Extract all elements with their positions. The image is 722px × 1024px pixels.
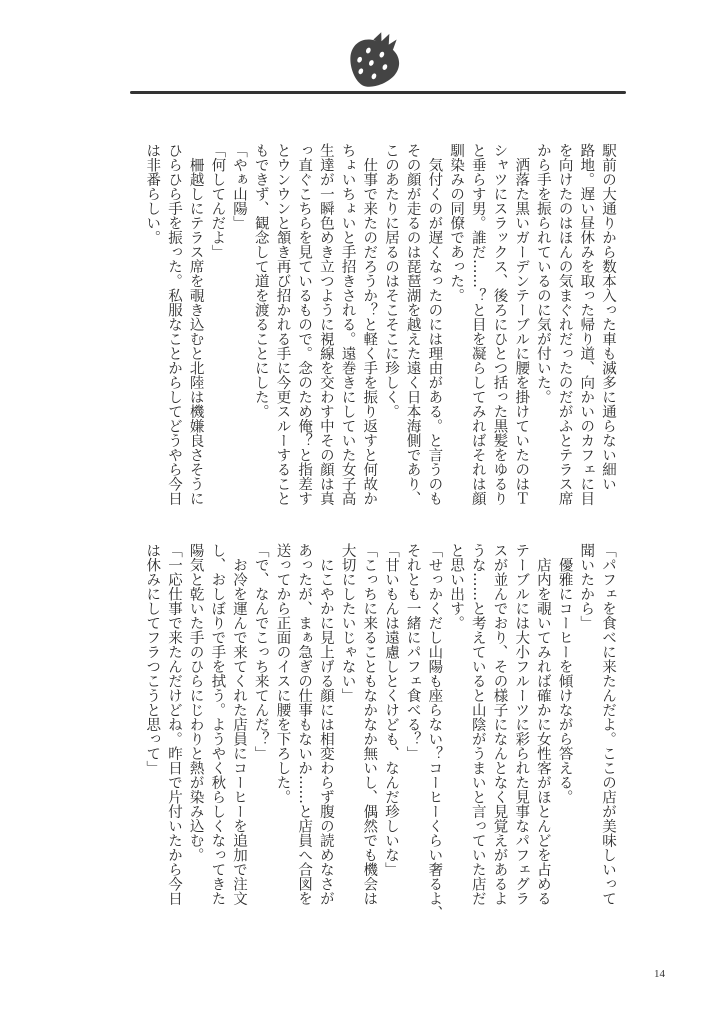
text-column: とウンウンと頷き再び招かれる手に今更スルーすること (274, 143, 291, 506)
text-column: 「甘いもんは遠慮しとくけども、なんだ珍しいな」 (382, 543, 399, 877)
text-column: テーブルには大小フルーツに彩られた見事なパフェグラ (513, 543, 530, 906)
text-column: シャツにスラックス、後ろにひとつ括った黒髪をゆるり (491, 143, 508, 506)
text-block-lower (141, 543, 618, 923)
text-column: 洒落た黒いガーデンテーブルに腰を掛けていたのはＴ (513, 143, 530, 506)
text-column: 「やぁ山陽」 (231, 143, 248, 230)
text-column: と垂らす男。誰だ……？と目を凝らしてみればそれは顔 (469, 143, 486, 506)
text-column: っ直ぐこちらを見ているもので。念のため俺？と指差す (296, 143, 313, 506)
text-column: は休みにしてフラつこうと思って」 (144, 543, 161, 775)
text-column: 路地。遅い昼休みを取った帰り道、向かいのカフェに目 (578, 143, 595, 506)
text-column: し、おしぼりで手を拭う。ようやく秋らしくなってきた (209, 543, 226, 906)
text-column: ひらひら手を振った。私服なことからしてどうやら今日 (165, 143, 182, 506)
text-column: 「で、なんでこっち来てんだ？」 (252, 543, 269, 761)
text-column: ちょいちょいと手招きされる。遠巻きにしていた女子高 (339, 143, 356, 506)
text-column: スが並んでおり、その様子になんとなく見覚えがあるよ (491, 543, 508, 906)
text-column: 送ってから正面のイスに腰を下ろした。 (274, 543, 291, 804)
text-column: それとも一緒にパフェ食べる？」 (404, 543, 421, 761)
text-column: その顔が走るのは琵琶湖を越えた遠く日本海側であり、 (404, 143, 421, 506)
page-number: 14 (654, 968, 665, 980)
text-column: 聞いたから」 (578, 543, 595, 630)
text-column: このあたりに居るのはそこそこに珍しく。 (382, 143, 399, 419)
text-column: と思い出す。 (448, 543, 465, 630)
text-column: 仕事で来たのだろうか？と軽く手を振り返すと何故か (361, 143, 378, 506)
text-column: 「せっかくだし山陽も座らない？コーヒーくらい奢るよ、 (426, 543, 443, 920)
text-column: 馴染みの同僚であった。 (448, 143, 465, 303)
text-column: もできず、観念して道を渡ることにした。 (252, 143, 269, 419)
text-column: 優雅にコーヒーを傾けながら答える。 (556, 543, 573, 804)
text-column: を向けたのはほんの気まぐれだったのだがふとテラス席 (556, 143, 573, 506)
text-column: うな……と考えていると山陰がうまいと言っていた店だ (469, 543, 486, 906)
text-column: から手を振られているのに気が付いた。 (534, 143, 551, 404)
text-column: 気付くのが遅くなったのには理由がある。と言うのも (426, 143, 443, 506)
text-column: 陽気と乾いた手のひらにじわりと熱が染み込む。 (187, 543, 204, 862)
text-column: 「一応仕事で来たんだけどね。昨日で片付いたから今日 (165, 543, 182, 906)
text-column: 柵越しにテラス席を覗き込むと北陸は機嫌良さそうに (187, 143, 204, 506)
text-column: 「こっちに来ることもなかなか無いし、偶然でも機会は (361, 543, 378, 906)
text-column: 「パフェを食べに来たんだよ。ここの店が美味しいって (600, 543, 616, 906)
text-column: は非番らしい。 (144, 143, 161, 245)
text-column: にこやかに見上げる顔には相変わらず腹の読めなさが (317, 543, 334, 906)
header-rule (130, 91, 626, 94)
text-column: 大切にしたいじゃない」 (339, 543, 356, 703)
text-column: 生達が一瞬色めき立つように視線を交わす中その顔は真 (317, 143, 334, 506)
text-column: あったが、まぁ急ぎの仕事もないか……と店員へ合図を (296, 543, 313, 906)
text-column: お冷を運んで来てくれた店員にコーヒーを追加で注文 (231, 543, 248, 906)
strawberry-icon (338, 28, 410, 90)
text-column: 店内を覗いてみれば確かに女性客がほとんどを占める (534, 543, 551, 906)
text-column: 「何してんだよ」 (209, 143, 226, 259)
text-column: 駅前の大通りから数本入った車も滅多に通らない細い (600, 143, 616, 491)
text-block-upper (141, 143, 618, 506)
